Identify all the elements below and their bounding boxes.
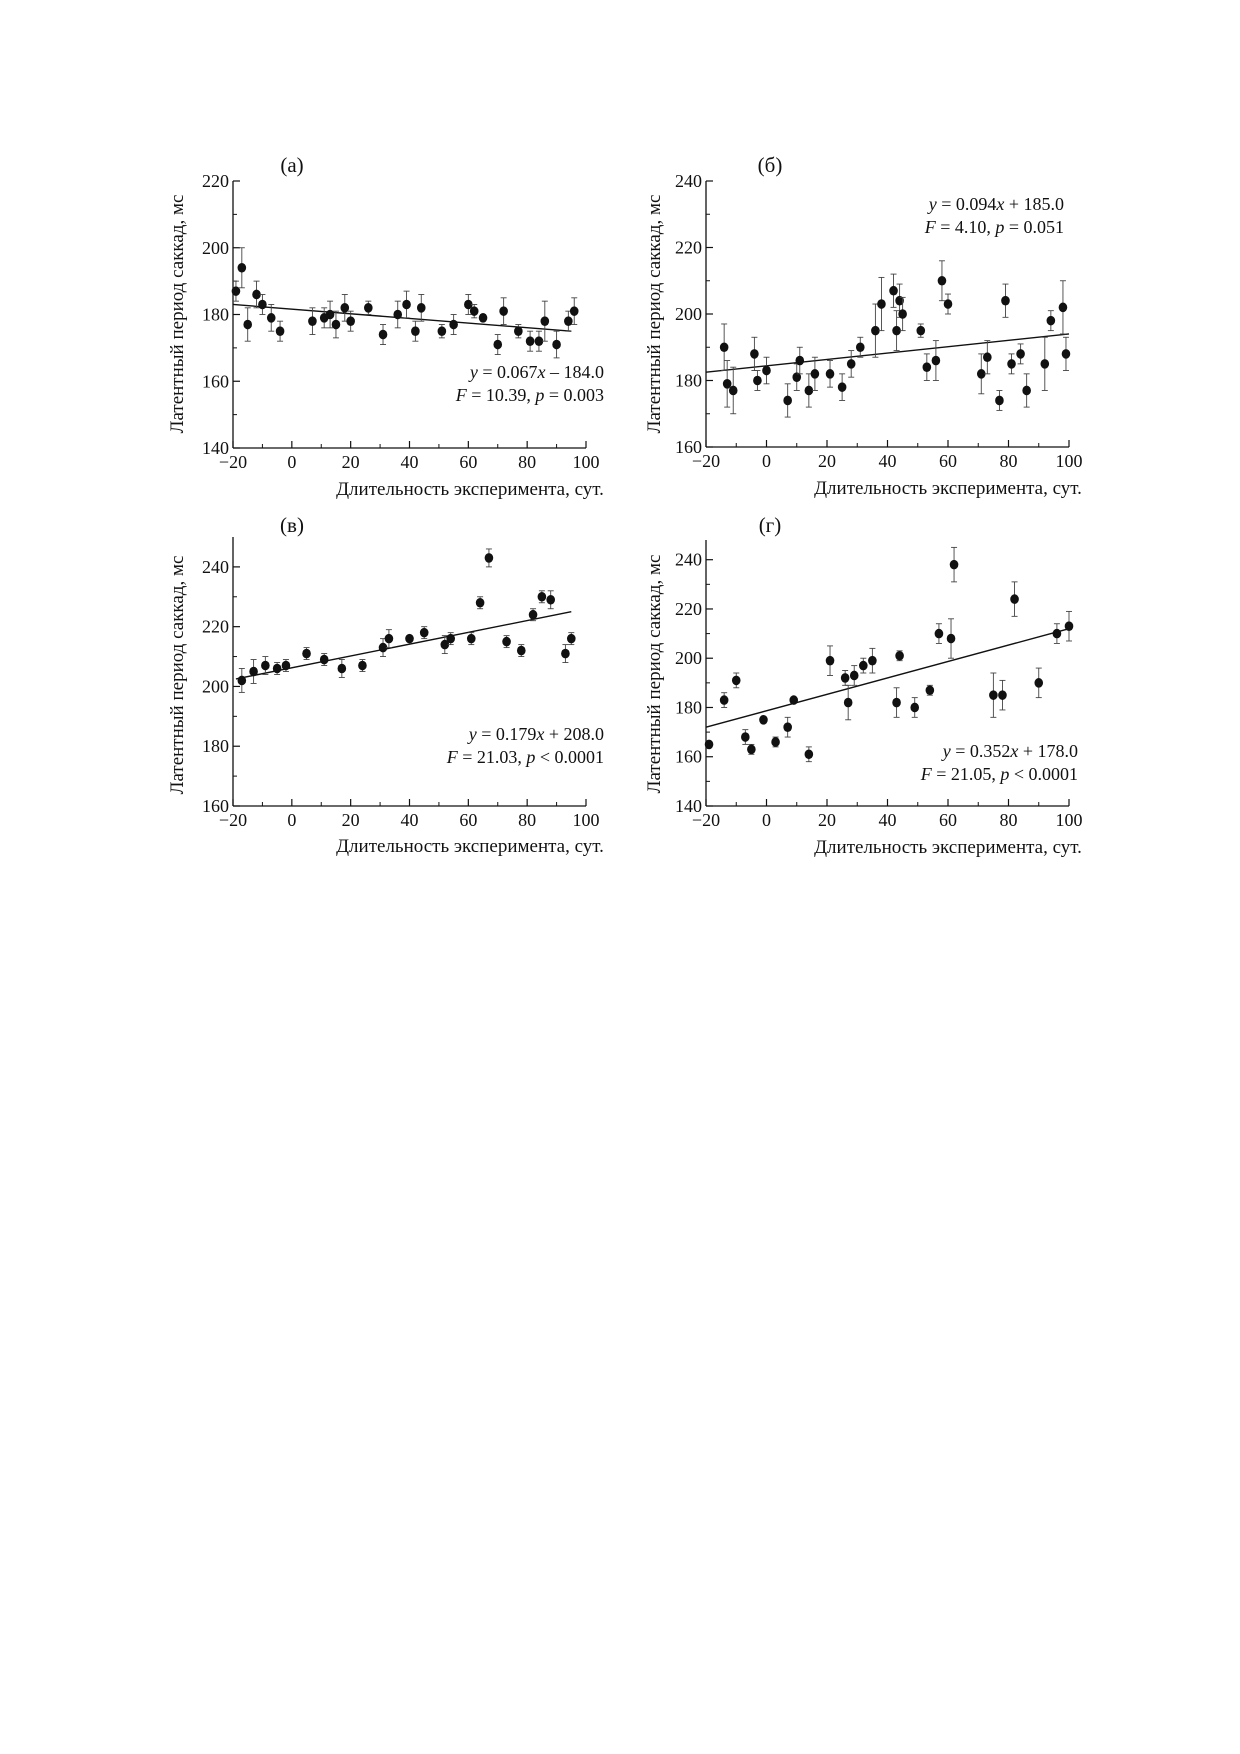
panel-3-x-tick-label: 100: [1055, 810, 1083, 830]
panel-0-data-point: [346, 316, 355, 326]
panel-2-data-point: [261, 661, 270, 671]
panel-1-data-point: [916, 326, 925, 336]
panel-2-x-tick-label: 20: [341, 810, 360, 830]
panel-2-data-point: [517, 646, 526, 656]
panel-a-ylabel: Латентный период саккад, мс: [167, 194, 188, 434]
panel-2-data-point: [529, 610, 538, 620]
panel-3-x-tick-label: 80: [999, 810, 1018, 830]
panel-0-data-point: [493, 340, 502, 350]
panel-0-y-tick-label: 140: [202, 438, 229, 458]
panel-1-y-tick-label: 160: [675, 437, 702, 457]
panel-1-data-point: [877, 299, 886, 309]
panel-1-data-point: [720, 342, 729, 352]
panel-0-x-tick-label: −20: [218, 452, 248, 472]
panel-0-y-tick-label: 180: [202, 304, 229, 325]
panel-3-x-tick-label: 40: [878, 810, 897, 830]
panel-3-y-tick-label: 140: [675, 796, 702, 816]
panel-1-y-tick-label: 180: [675, 370, 702, 391]
panel-1-data-point: [811, 369, 820, 379]
panel-1-data-point: [1007, 359, 1016, 369]
panel-1-data-point: [944, 299, 953, 309]
panel-0-data-point: [570, 306, 579, 316]
panel-d-xlabel: Длительность эксперимента, сут.: [814, 837, 1082, 858]
panel-1-data-point: [995, 396, 1004, 406]
panel-0-data-point: [552, 340, 561, 350]
panel-1-data-point: [1041, 359, 1050, 369]
panel-3-data-point: [783, 722, 792, 732]
panel-1-data-point: [1016, 349, 1025, 359]
panel-0-data-point: [417, 303, 426, 313]
panel-1-data-point: [795, 356, 804, 366]
panel-1-x-tick-label: 0: [762, 451, 771, 471]
panel-3-data-point: [950, 560, 959, 570]
panel-3-data-point: [841, 673, 850, 683]
panel-1-data-point: [938, 276, 947, 286]
panel-3-data-point: [1010, 594, 1019, 604]
panel-1-y-tick-label: 200: [675, 304, 702, 324]
panel-2-y-tick-label: 180: [202, 736, 229, 757]
panel-1-data-point: [1047, 316, 1056, 326]
panel-1-x-tick-label: 100: [1055, 451, 1083, 471]
panel-0-data-point: [411, 326, 420, 336]
panel-1-x-tick-label: −20: [691, 451, 721, 471]
panel-3-data-point: [935, 629, 944, 639]
panel-1-x-tick-label: 20: [818, 451, 836, 471]
panel-1-data-point: [923, 362, 932, 372]
panel-a-label: (а): [280, 153, 304, 177]
panel-a-equation-line2: F = 10.39, p = 0.003: [455, 385, 604, 405]
panel-0-x-tick-label: 20: [341, 452, 360, 472]
panel-0-x-tick-label: 40: [400, 452, 419, 472]
panel-2-data-point: [385, 634, 394, 644]
panel-1-data-point: [1062, 349, 1071, 359]
panel-1-x-tick-label: 80: [999, 451, 1018, 471]
panel-b-label: (б): [757, 153, 783, 177]
panel-0-data-point: [332, 320, 341, 330]
panel-d-equation-line1: y = 0.352x + 178.0: [942, 741, 1078, 761]
panel-0-data-point: [267, 313, 276, 323]
panel-1-data-point: [753, 376, 762, 386]
panel-d-label: (г): [758, 513, 782, 537]
panel-3-data-point: [789, 695, 798, 705]
panel-1-data-point: [983, 352, 992, 362]
panel-b-equation-line1: y = 0.094x + 185.0: [928, 194, 1064, 214]
panel-3-data-point: [859, 661, 868, 671]
panel-3-data-point: [771, 737, 780, 747]
panel-1-data-point: [729, 386, 738, 396]
panel-3-data-point: [732, 676, 741, 686]
panel-3-data-point: [998, 690, 1007, 700]
panel-2-x-tick-label: 0: [287, 810, 297, 830]
panel-2-data-point: [302, 649, 311, 659]
panel-0-data-point: [526, 336, 535, 346]
panel-2-data-point: [282, 661, 291, 671]
panel-2-data-point: [446, 634, 455, 644]
panel-1-data-point: [977, 369, 986, 379]
panel-a-xlabel: Длительность эксперимента, сут.: [336, 479, 604, 500]
panel-3-data-point: [989, 690, 998, 700]
panel-2-data-point: [538, 592, 547, 602]
panel-3-data-point: [805, 749, 814, 759]
panel-0-data-point: [393, 310, 402, 320]
panel-3-data-point: [705, 740, 714, 750]
panel-0-data-point: [364, 303, 373, 313]
panel-1-data-point: [805, 386, 814, 396]
panel-1-data-point: [750, 349, 759, 359]
panel-1-x-tick-label: 40: [878, 451, 897, 471]
panel-2-data-point: [273, 664, 282, 674]
panel-b-xlabel: Длительность эксперимента, сут.: [814, 478, 1082, 499]
panel-0-x-tick-label: 100: [572, 452, 600, 472]
panel-c-xlabel: Длительность эксперимента, сут.: [336, 836, 604, 857]
panel-1-data-point: [1022, 386, 1031, 396]
panel-3-y-tick-label: 240: [675, 549, 702, 570]
panel-3-y-tick-label: 180: [675, 697, 702, 718]
panel-2-data-point: [358, 661, 367, 671]
panel-1-data-point: [762, 366, 771, 376]
panel-2-data-point: [238, 676, 247, 686]
panel-a-equation-line1: y = 0.067x – 184.0: [469, 362, 604, 382]
panel-1-data-point: [826, 369, 835, 379]
panel-1-x-tick-label: 60: [939, 451, 957, 471]
panel-0-x-tick-label: 80: [518, 452, 537, 472]
panel-2-x-tick-label: 60: [459, 810, 478, 830]
panel-3-data-point: [1034, 678, 1043, 688]
panel-3-data-point: [850, 671, 859, 681]
panel-0-data-point: [243, 320, 252, 330]
panel-3-x-tick-label: 60: [939, 810, 957, 830]
panel-0-y-tick-label: 200: [202, 237, 229, 258]
panel-3-data-point: [892, 698, 901, 708]
panel-3-x-tick-label: 0: [762, 810, 771, 830]
panel-2-data-point: [420, 628, 429, 638]
panel-0-y-tick-label: 220: [202, 171, 229, 191]
panel-c-ylabel: Латентный период саккад, мс: [167, 555, 188, 795]
panel-1-data-point: [1059, 303, 1068, 313]
panel-2-data-point: [249, 667, 258, 677]
panel-1-data-point: [871, 326, 880, 336]
panel-1-data-point: [783, 396, 792, 406]
panel-2-data-point: [567, 634, 576, 644]
panel-0-data-point: [258, 300, 267, 310]
panel-2-y-tick-label: 200: [202, 676, 229, 697]
panel-2-x-tick-label: 40: [400, 810, 419, 830]
panel-0-data-point: [238, 263, 247, 273]
panel-3-data-point: [844, 698, 853, 708]
panel-2-x-tick-label: −20: [218, 810, 248, 830]
panel-3-data-point: [1053, 629, 1062, 639]
panel-2-data-point: [405, 634, 414, 644]
panel-2-x-tick-label: 100: [572, 810, 600, 830]
panel-3-y-tick-label: 220: [675, 598, 702, 619]
panel-3-data-point: [895, 651, 904, 661]
panel-0-data-point: [499, 306, 508, 316]
panel-3-y-tick-label: 200: [675, 648, 702, 669]
panel-0-data-point: [470, 306, 479, 316]
panel-3-data-point: [910, 703, 919, 713]
panel-2-data-point: [476, 598, 485, 608]
panel-b-ylabel: Латентный период саккад, мс: [644, 194, 665, 434]
panel-0-y-tick-label: 160: [202, 371, 229, 392]
panel-0-data-point: [514, 326, 523, 336]
panel-2-data-point: [485, 553, 494, 563]
panel-3-data-point: [720, 695, 729, 705]
panel-3-data-point: [868, 656, 877, 666]
panel-c-label: (в): [280, 513, 304, 537]
panel-2-data-point: [467, 634, 476, 644]
panel-0-data-point: [308, 316, 317, 326]
panel-0-data-point: [379, 330, 388, 340]
panel-2-data-point: [338, 664, 347, 674]
panel-2-y-tick-label: 240: [202, 556, 229, 577]
panel-1-data-point: [856, 342, 865, 352]
panel-0-data-point: [402, 300, 411, 310]
panel-3-x-tick-label: −20: [691, 810, 721, 830]
panel-c-equation-line2: F = 21.03, p < 0.0001: [446, 747, 604, 767]
panel-3-data-point: [759, 715, 768, 725]
panel-b-equation-line2: F = 4.10, p = 0.051: [924, 217, 1064, 237]
panel-1-data-point: [847, 359, 856, 369]
panel-3-x-tick-label: 20: [818, 810, 836, 830]
panel-1-data-point: [889, 286, 898, 296]
panel-0-x-tick-label: 60: [459, 452, 478, 472]
panel-1-data-point: [838, 382, 847, 392]
panel-2-y-tick-label: 160: [202, 796, 229, 816]
panel-3-data-point: [1065, 621, 1074, 631]
panel-0-data-point: [438, 326, 447, 336]
panel-1-data-point: [898, 309, 907, 319]
panel-2-x-tick-label: 80: [518, 810, 537, 830]
panel-2-data-point: [546, 595, 555, 605]
panel-3-data-point: [741, 732, 750, 742]
panel-2-data-point: [561, 649, 570, 659]
panel-2-y-tick-label: 220: [202, 616, 229, 637]
panel-1-data-point: [892, 326, 901, 336]
panel-c-equation-line1: y = 0.179x + 208.0: [468, 724, 604, 744]
panel-3-y-tick-label: 160: [675, 746, 702, 767]
panel-3-data-point: [826, 656, 835, 666]
panel-d-ylabel: Латентный период саккад, мс: [644, 554, 665, 794]
panel-2-data-point: [320, 655, 329, 665]
panel-0-x-tick-label: 0: [287, 452, 297, 472]
panel-0-data-point: [449, 320, 458, 330]
panel-0-data-point: [541, 316, 550, 326]
panel-1-data-point: [1001, 296, 1010, 306]
panel-1-y-tick-label: 220: [675, 237, 702, 258]
panel-0-data-point: [479, 313, 488, 323]
panel-0-data-point: [276, 326, 285, 336]
panel-1-y-tick-label: 240: [675, 171, 702, 191]
panel-d-equation-line2: F = 21.05, p < 0.0001: [920, 764, 1078, 784]
panel-3-data-point: [926, 685, 935, 695]
panel-2-data-point: [502, 637, 511, 647]
panel-3-data-point: [947, 634, 956, 644]
panel-3-data-point: [747, 745, 756, 755]
panel-1-data-point: [932, 356, 941, 366]
